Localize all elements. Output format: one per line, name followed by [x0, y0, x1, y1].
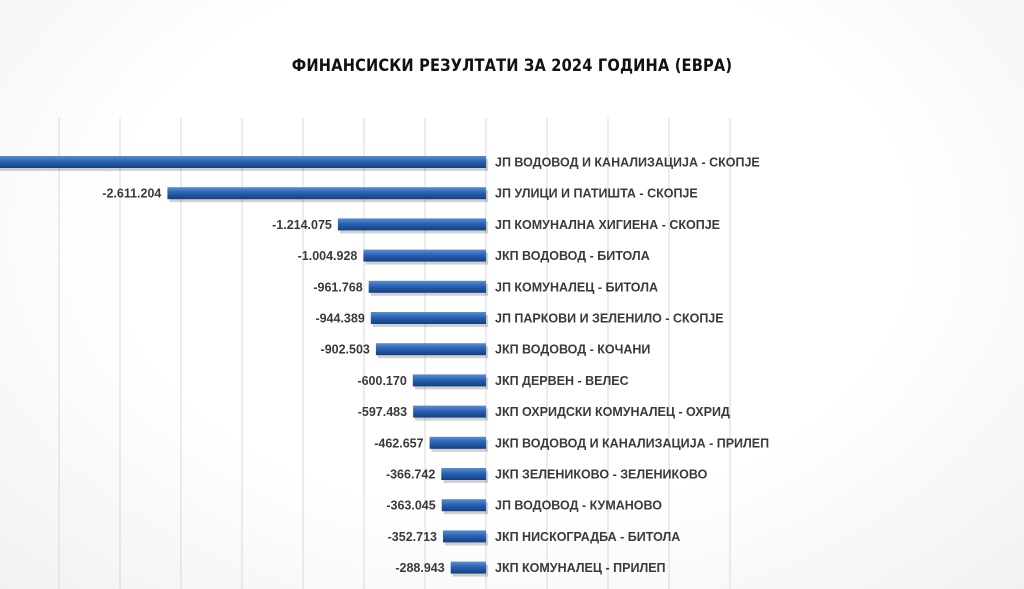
bar: [451, 562, 486, 574]
bar: [363, 250, 486, 262]
bar: [441, 468, 486, 480]
category-label: ЈКП ВОДОВОД - БИТОЛА: [495, 249, 650, 264]
category-label: ЈКП ВОДОВОД - КОЧАНИ: [495, 342, 651, 357]
category-label: ЈКП ВОДОВОД И КАНАЛИЗАЦИЈА - ПРИЛЕП: [495, 436, 770, 451]
category-label: ЈКП ЗЕЛЕНИКОВО - ЗЕЛЕНИКОВО: [495, 467, 708, 482]
category-label: ЈП ВОДОВОД И КАНАЛИЗАЦИЈА - СКОПЈЕ: [495, 155, 760, 170]
value-label: -944.389: [315, 311, 365, 326]
value-label: -2.611.204: [102, 186, 162, 201]
category-label: ЈКП НИСКОГРАДБА - БИТОЛА: [495, 529, 681, 544]
value-label: -902.503: [320, 342, 370, 357]
bar: [376, 343, 486, 355]
bar: [369, 281, 486, 293]
value-label: -600.170: [357, 373, 407, 388]
category-label: ЈКП ДЕРВЕН - ВЕЛЕС: [495, 373, 629, 388]
value-label: -288.943: [395, 561, 445, 576]
bar: [442, 499, 486, 511]
bar: [443, 530, 486, 542]
category-label: ЈП ПАРКОВИ И ЗЕЛЕНИЛО - СКОПЈЕ: [495, 311, 724, 326]
value-label: -597.483: [357, 405, 408, 420]
bar: [413, 406, 486, 418]
bar: [0, 156, 486, 168]
value-label: -352.713: [387, 529, 437, 544]
bars: [0, 156, 488, 577]
value-label: -1.214.075: [272, 217, 332, 232]
value-label: -1.004.928: [297, 249, 358, 264]
bar: [413, 374, 486, 386]
category-label: ЈП УЛИЦИ И ПАТИШТА - СКОПЈЕ: [495, 186, 698, 201]
bar: [338, 218, 486, 230]
value-label: -366.742: [385, 467, 436, 482]
category-label: ЈКП КОМУНАЛЕЦ - ПРИЛЕП: [495, 561, 666, 576]
category-label: ЈКП ОХРИДСКИ КОМУНАЛЕЦ - ОХРИД: [495, 405, 730, 420]
bar: [430, 437, 486, 449]
chart-title: ФИНАНСИСКИ РЕЗУЛТАТИ ЗА 2024 ГОДИНА (ЕВРА): [291, 56, 733, 76]
value-label: -462.657: [374, 436, 424, 451]
bar: [167, 187, 486, 199]
category-label: ЈП ВОДОВОД - КУМАНОВО: [495, 498, 662, 513]
value-label: -961.768: [313, 280, 363, 295]
bar: [371, 312, 486, 324]
value-label: -363.045: [386, 498, 436, 513]
category-label: ЈП КОМУНАЛНА ХИГИЕНА - СКОПЈЕ: [495, 217, 720, 232]
category-label: ЈП КОМУНАЛЕЦ - БИТОЛА: [495, 280, 659, 295]
